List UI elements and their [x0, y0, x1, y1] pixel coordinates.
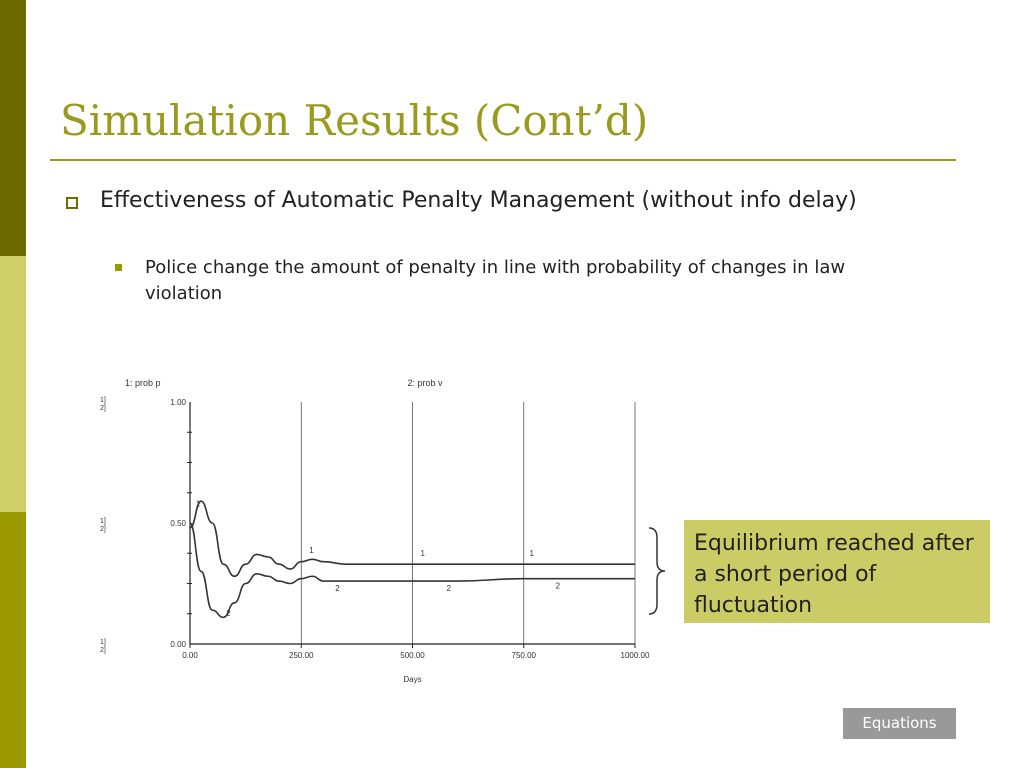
series-point-label-2: 2	[555, 581, 561, 591]
x-tick-label: 1000.00	[620, 651, 650, 660]
legend-label-prob-v: 2: prob v	[407, 378, 443, 388]
x-tick-label: 0.00	[182, 651, 198, 660]
y-tick-label: 0.50	[170, 519, 186, 528]
y-axis-marker-label: 2]	[100, 526, 106, 533]
chart-svg	[95, 370, 655, 690]
curly-brace-icon	[645, 526, 675, 616]
sidebar-block-mid	[0, 512, 26, 768]
y-axis-marker-label: 1]	[100, 639, 106, 646]
x-tick-label: 250.00	[289, 651, 314, 660]
slide-title: Simulation Results (Cont’d)	[60, 96, 649, 145]
series-point-label-1: 1	[309, 546, 314, 556]
y-axis-marker-label: 2]	[100, 405, 106, 412]
equilibrium-callout: Equilibrium reached after a short period of fluctuation	[684, 520, 990, 623]
sidebar-block-light	[0, 256, 26, 512]
series-point-label-2: 2	[446, 584, 452, 594]
legend-label-prob-p: 1: prob p	[125, 378, 161, 388]
x-axis-label: Days	[403, 675, 422, 684]
bullet-text: Effectiveness of Automatic Penalty Management (without info delay)	[100, 188, 857, 213]
equations-button[interactable]: Equations	[843, 708, 956, 739]
y-tick-label: 1.00	[170, 398, 186, 407]
x-tick-label: 500.00	[400, 651, 425, 660]
series-point-label-1: 1	[529, 549, 535, 559]
y-axis-marker-label: 1]	[100, 518, 106, 525]
series-point-label-2: 2	[226, 608, 231, 618]
y-axis-marker-label: 2]	[100, 647, 106, 654]
hollow-square-bullet-icon	[66, 197, 78, 209]
y-axis-marker-label: 1]	[100, 397, 106, 404]
square-bullet-icon	[115, 264, 122, 271]
series-point-label-1: 1	[420, 549, 425, 559]
title-underline	[50, 159, 956, 161]
series-point-label-2: 2	[335, 584, 340, 594]
sub-bullet-text: Police change the amount of penalty in line with probability of changes in law violation	[145, 257, 846, 304]
x-tick-label: 750.00	[511, 651, 536, 660]
simulation-chart	[95, 370, 655, 690]
series-point-label-1: 1	[195, 499, 201, 509]
sidebar-stripe	[0, 0, 26, 768]
y-tick-label: 0.00	[170, 640, 186, 649]
sidebar-block-dark	[0, 0, 26, 256]
